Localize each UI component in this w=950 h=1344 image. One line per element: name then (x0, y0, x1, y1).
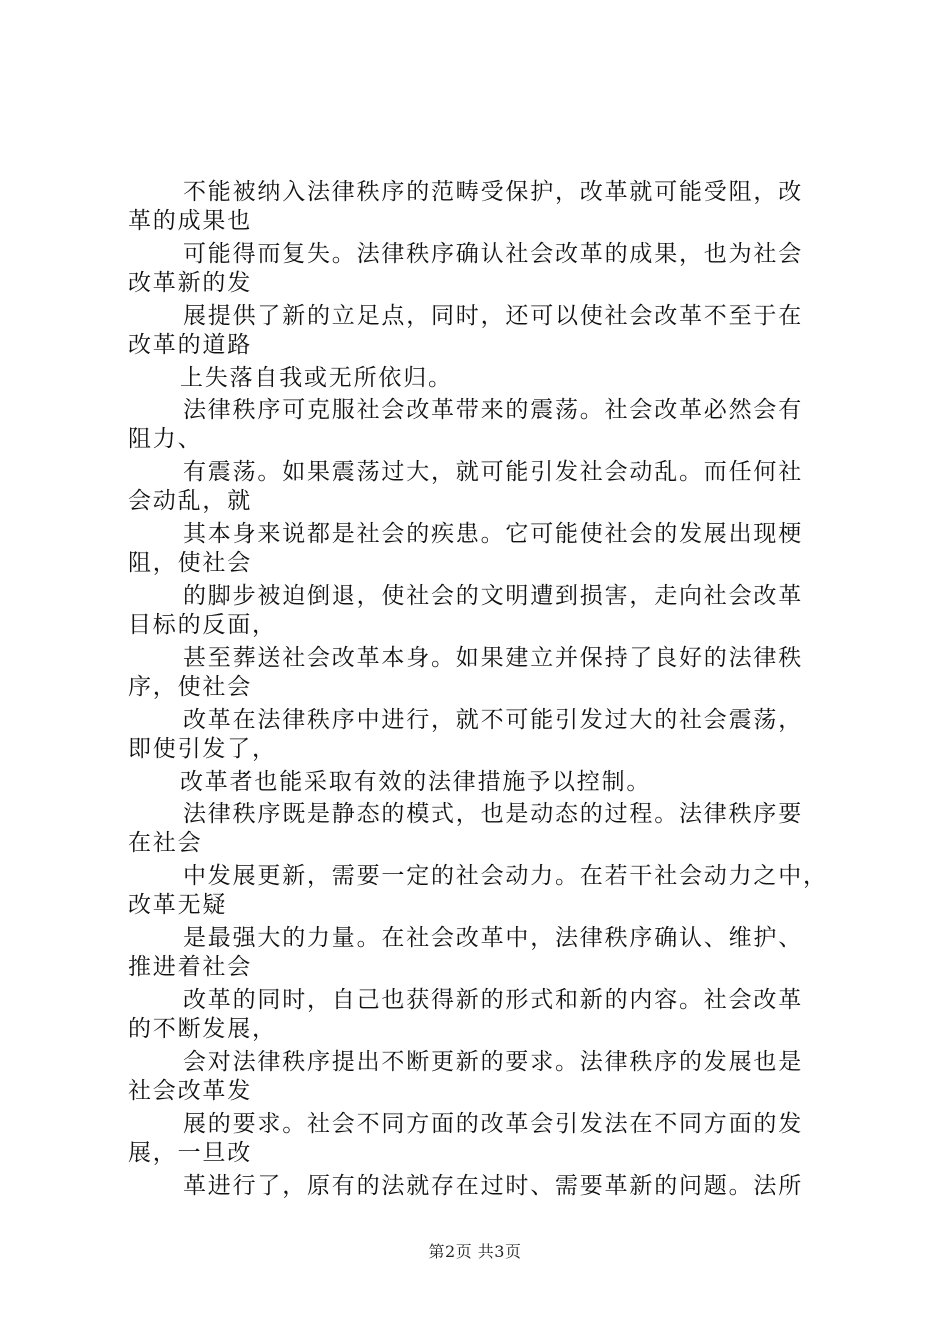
text-line: 目标的反面， (128, 612, 277, 638)
text-line: 会对法律秩序提出不断更新的要求。法律秩序的发展也是 (183, 1049, 803, 1075)
text-line: 上失落自我或无所依归。 (180, 365, 453, 391)
text-line: 其本身来说都是社会的疾患。它可能使社会的发展出现梗 (183, 521, 803, 547)
text-line: 中发展更新，需要一定的社会动力。在若干社会动力之中， (183, 863, 828, 889)
text-line: 法律秩序既是静态的模式，也是动态的过程。法律秩序要 (183, 801, 803, 827)
text-line: 革进行了，原有的法就存在过时、需要革新的问题。法所 (183, 1173, 803, 1199)
text-line: 的脚步被迫倒退，使社会的文明遭到损害，走向社会改革 (183, 583, 803, 609)
text-line: 展的要求。社会不同方面的改革会引发法在不同方面的发 (183, 1111, 803, 1137)
text-line: 改革的道路 (128, 332, 252, 358)
text-line: 改革在法律秩序中进行，就不可能引发过大的社会震荡， (183, 707, 803, 733)
text-line: 推进着社会 (128, 954, 252, 980)
text-line: 不能被纳入法律秩序的范畴受保护，改革就可能受阻，改 (183, 179, 803, 205)
page-number-footer: 第2页 共3页 (428, 1242, 522, 1261)
text-line: 会动乱，就 (128, 488, 252, 514)
text-line: 革的成果也 (128, 208, 252, 234)
text-line: 展提供了新的立足点，同时，还可以使社会改革不至于在 (183, 303, 803, 329)
text-line: 阻，使社会 (128, 550, 252, 576)
text-line: 社会改革发 (128, 1078, 252, 1104)
text-line: 改革的同时，自己也获得新的形式和新的内容。社会改革 (183, 987, 803, 1013)
text-line: 展，一旦改 (128, 1140, 252, 1166)
text-line: 改革者也能采取有效的法律措施予以控制。 (180, 769, 652, 795)
text-line: 甚至葬送社会改革本身。如果建立并保持了良好的法律秩 (183, 645, 803, 671)
text-line: 在社会 (128, 830, 203, 856)
text-line: 有震荡。如果震荡过大，就可能引发社会动乱。而任何社 (183, 459, 803, 485)
text-line: 阻力、 (128, 426, 203, 452)
text-line: 法律秩序可克服社会改革带来的震荡。社会改革必然会有 (183, 397, 803, 423)
text-line: 序，使社会 (128, 674, 252, 700)
text-line: 的不断发展， (128, 1016, 277, 1042)
text-line: 改革新的发 (128, 270, 252, 296)
text-line: 可能得而复失。法律秩序确认社会改革的成果，也为社会 (183, 241, 803, 267)
text-line: 改革无疑 (128, 892, 228, 918)
text-line: 即使引发了， (128, 736, 277, 762)
text-line: 是最强大的力量。在社会改革中，法律秩序确认、维护、 (183, 925, 803, 951)
